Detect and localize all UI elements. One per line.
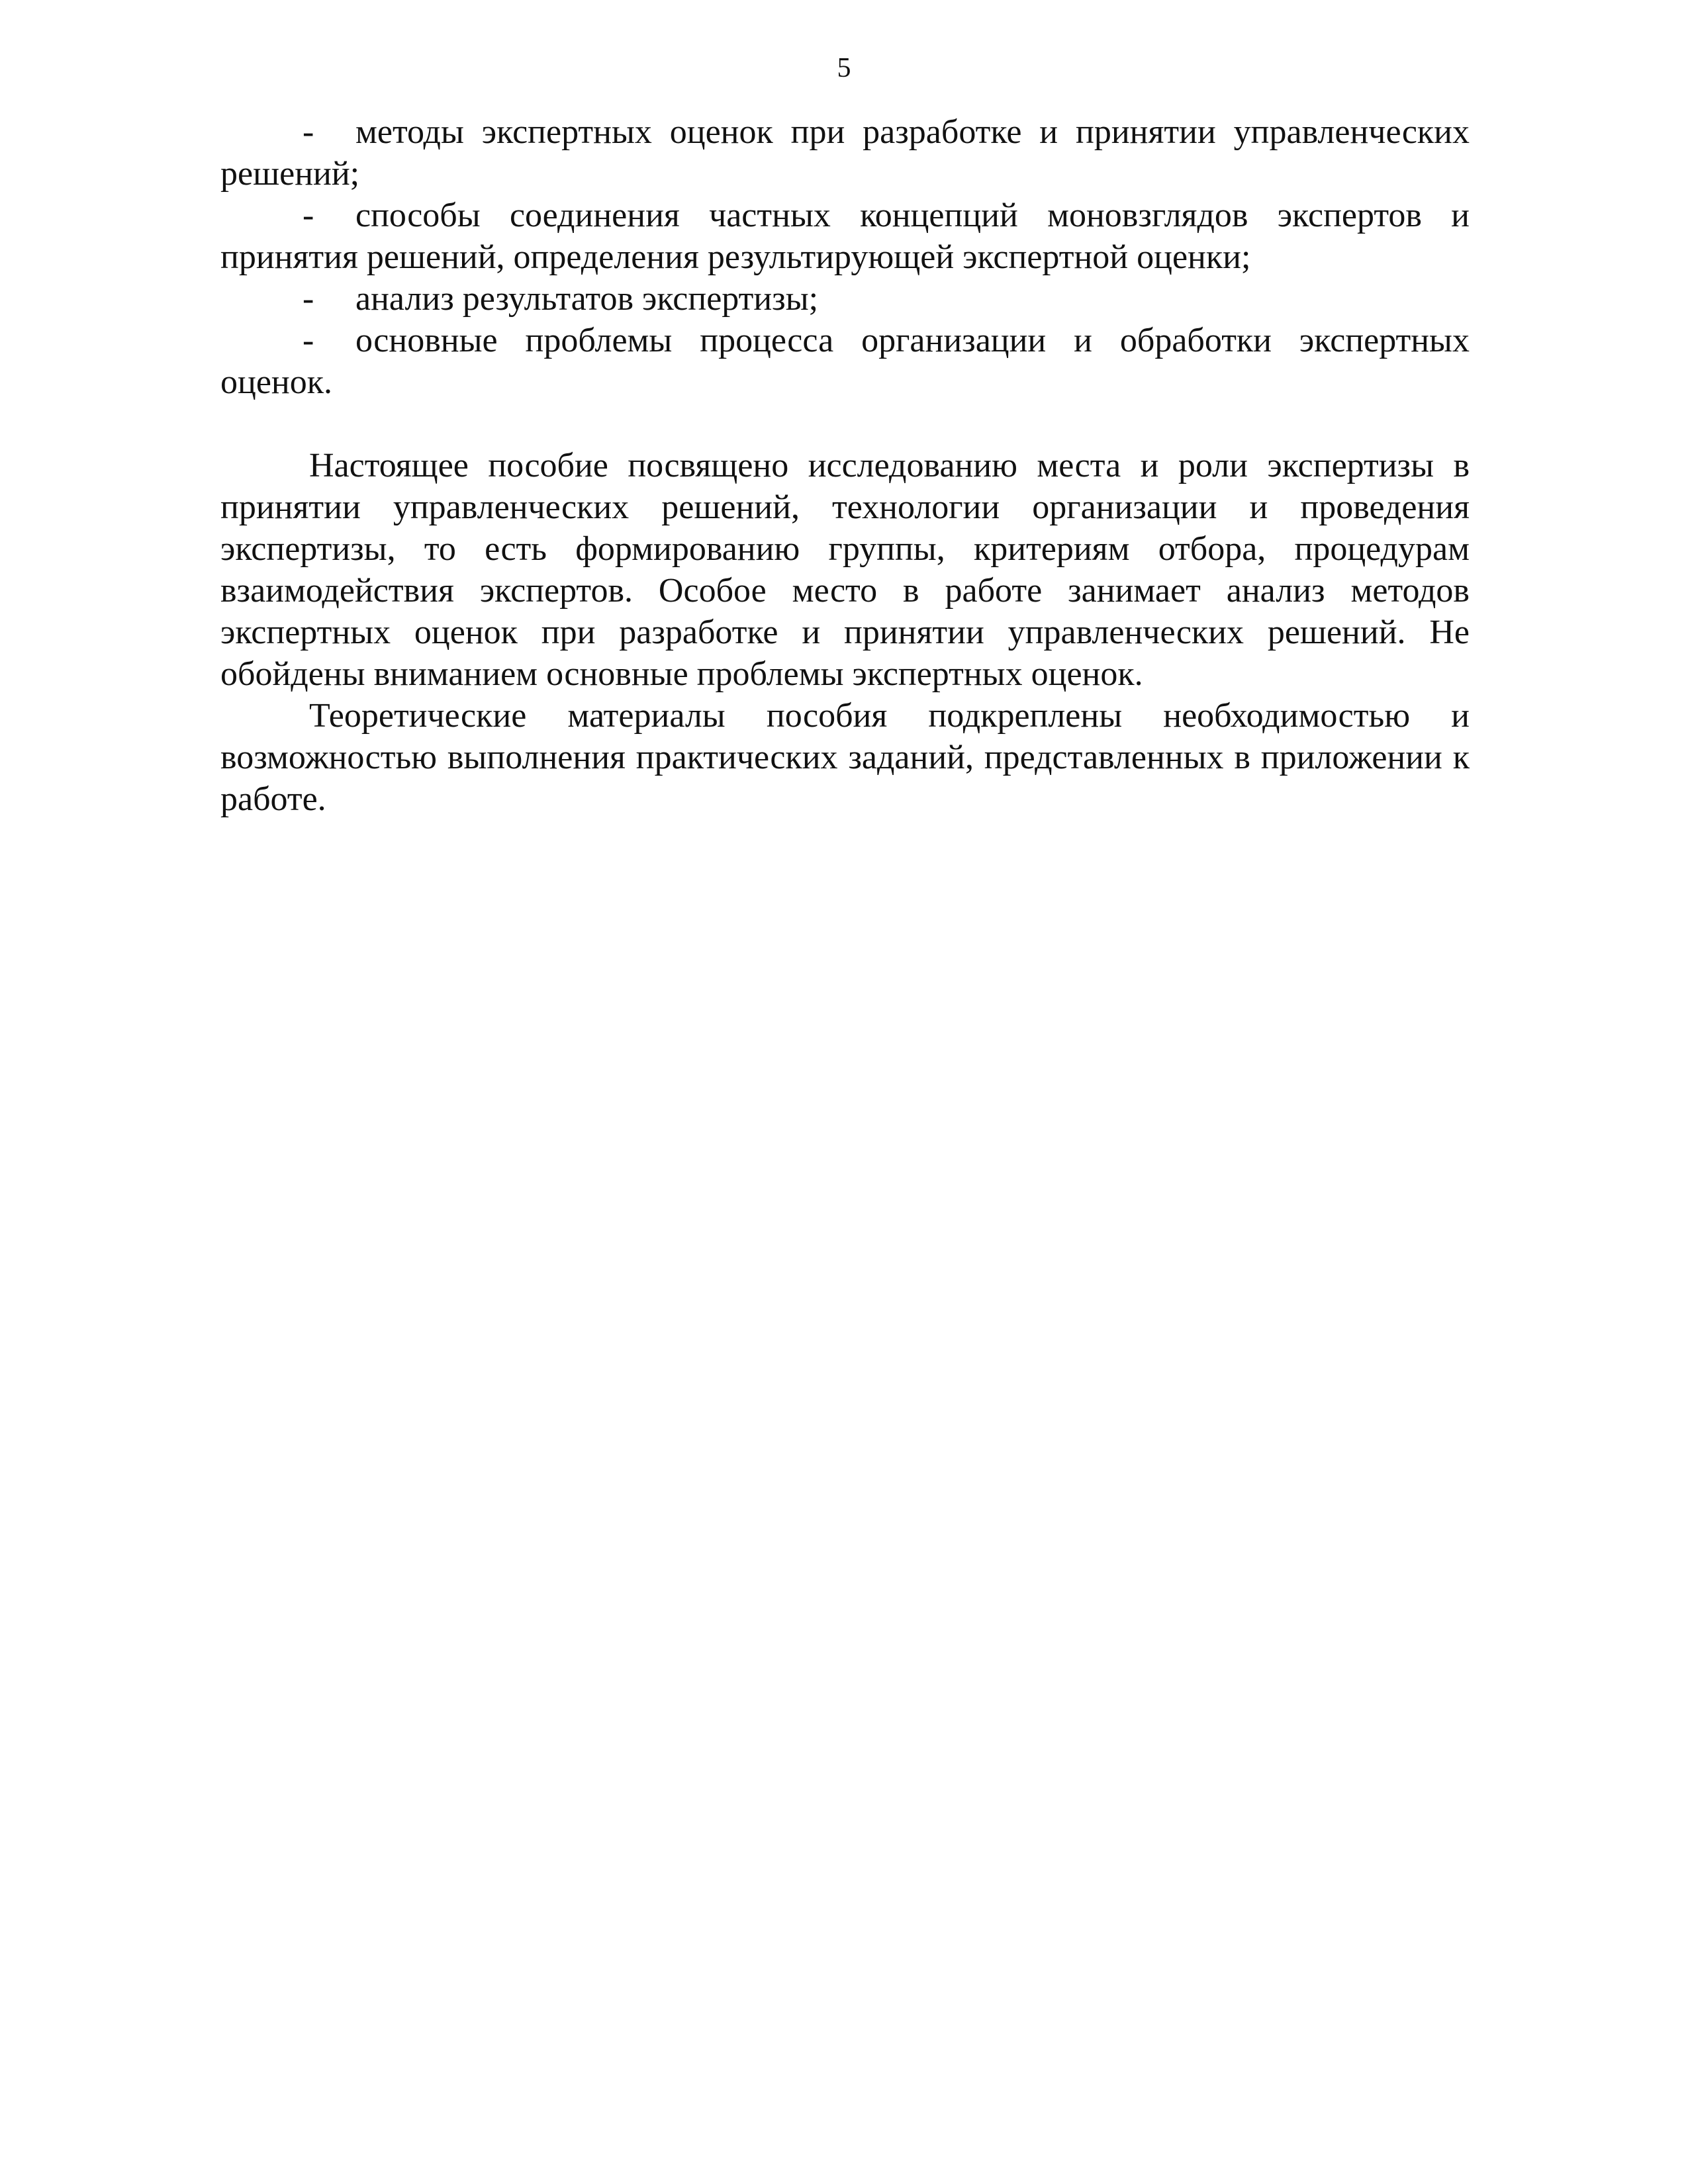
materials-paragraph: Теоретические материалы пособия подкреплены необходимостью и возможностью выполнения практических заданий, представленных в приложении к работе. bbox=[220, 697, 1470, 818]
list-dash: - bbox=[303, 113, 314, 151]
document-body bbox=[220, 111, 1470, 820]
list-dash: - bbox=[303, 322, 314, 359]
list-item bbox=[220, 111, 1470, 195]
intro-paragraph: Настоящее пособие посвящено исследованию места и роли экспертизы в принятии управленческих решений, технологии организации и проведения экспертизы, то есть формированию группы, критериям отбора, процедурам взаимодействия экспертов. Особое место в работе занимает анализ методов экспертных оценок при разработке и принятии управленческих решений. Не обойдены вниманием основные проблемы экспертных оценок. bbox=[220, 447, 1470, 693]
list-item bbox=[220, 278, 1470, 320]
list-item-text: основные проблемы процесса организации и обработки экспертных оценок. bbox=[220, 322, 1470, 401]
section-spacer bbox=[220, 403, 1470, 445]
list-item bbox=[220, 195, 1470, 278]
list-item bbox=[220, 320, 1470, 403]
list-item-text: методы экспертных оценок при разработке и принятии управленческих решений; bbox=[220, 113, 1470, 193]
list-item-text: анализ результатов экспертизы; bbox=[355, 280, 819, 318]
list-item-text: способы соединения частных концепций моновзглядов экспертов и принятия решений, определения результирующей экспертной оценки; bbox=[220, 197, 1470, 276]
list-dash: - bbox=[303, 280, 314, 318]
page-number: 5 bbox=[837, 53, 851, 83]
list-dash: - bbox=[303, 197, 314, 234]
